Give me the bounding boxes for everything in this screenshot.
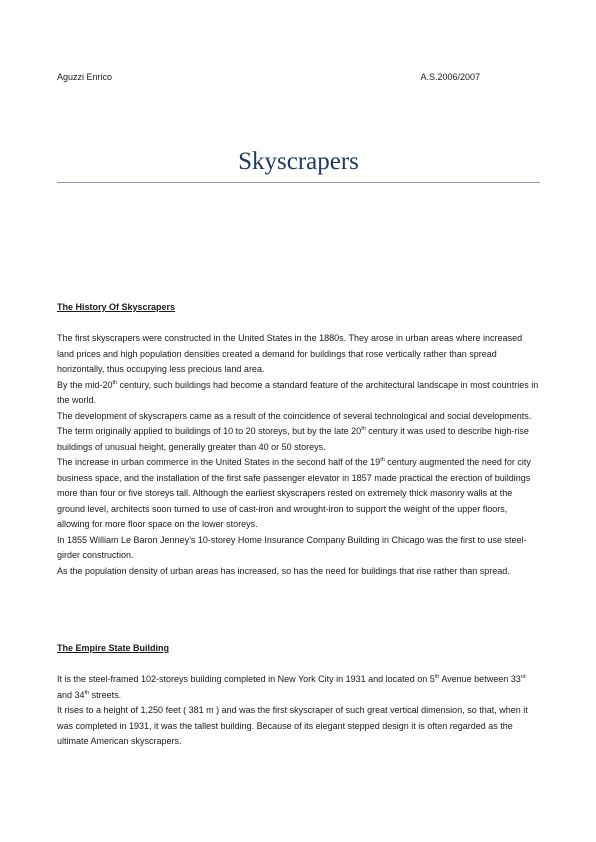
- page-header: [57, 72, 480, 86]
- history-paragraph-3: The development of skyscrapers came as a result of the coincidence of several technological and social developments. The term originally applied to buildings of 10 to 20 storeys, but by the late 20th century it was used to describe high-rise buildings of unusual height, generally greater than 40 or 50 storeys.: [57, 410, 532, 452]
- empire-heading: The Empire State Building: [57, 643, 170, 653]
- history-section: [57, 300, 539, 579]
- document-title: Skyscrapers: [238, 148, 359, 175]
- history-paragraph-6: As the population density of urban areas has increased, so has the need for buildings that rise rather than spread.: [57, 565, 510, 576]
- empire-state-section: [57, 641, 539, 750]
- history-paragraph-2: By the mid-20th century, such buildings had become a standard feature of the architectural landscape in most countries in the world.: [57, 379, 539, 405]
- history-paragraph-4: The increase in urban commerce in the United States in the second half of the 19th century augmented the need for city business space, and the installation of the first safe passenger elevator in 1857 made practical the erection of buildings more than four or five storeys tall. Although the earliest skyscrapers rested on extremely thick masonry walls at the ground level, architects soon turned to use of cast-iron and wrought-iron to support the weight of the upper floors, allowing for more floor space on the lower storeys.: [57, 457, 531, 529]
- history-paragraph-1: The first skyscrapers were constructed in the United States in the 1880s. They arose in urban areas where increased land prices and high population densities created a demand for buildings that rose vertically rather than spread horizontally, thus occupying less precious land area.: [57, 333, 523, 374]
- history-paragraph-5: In 1855 William Le Baron Jenney’s 10-storey Home Insurance Company Building in Chicago was the first to use steel-girder construction.: [57, 534, 527, 560]
- empire-paragraph-2: It rises to a height of 1,250 feet ( 381 m ) and was the first skyscraper of such great vertical dimension, so that, when it was completed in 1931, it was the tallest building. Because of its elegant stepped design it is often regarded as the ultimate American skyscrapers.: [57, 705, 528, 746]
- author-name: Aguzzi Enrico: [57, 72, 113, 82]
- school-year: A.S.2006/2007: [420, 72, 480, 82]
- history-heading: The History Of Skyscrapers: [57, 302, 176, 312]
- title-underline: [57, 182, 540, 183]
- empire-paragraph-1: It is the steel-framed 102-storeys building completed in New York City in 1931 and located on 5th Avenue between 33rd and 34th streets.: [57, 674, 526, 700]
